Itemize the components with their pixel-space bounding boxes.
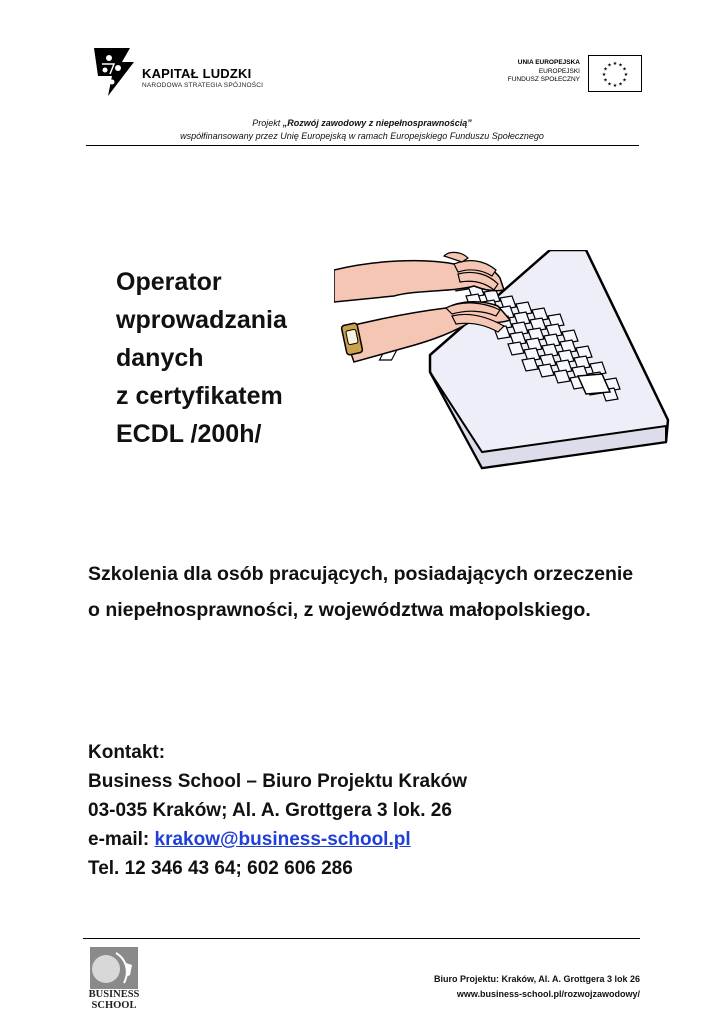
keyboard-typing-icon: [334, 250, 674, 475]
course-title: [116, 263, 336, 453]
footer-address: Biuro Projektu: Kraków, Al. A. Grottgera 3 lok 26: [433, 974, 640, 984]
svg-text:★: ★: [603, 66, 608, 73]
svg-text:★: ★: [623, 72, 629, 78]
business-school-logo: [86, 945, 142, 1013]
kapital-ludzki-emblem-icon: [92, 46, 136, 98]
contact-heading: Kontakt:: [88, 742, 166, 763]
bs-logo-line2: SCHOOL: [91, 1000, 137, 1011]
svg-text:★: ★: [622, 77, 627, 84]
contact-email-link[interactable]: krakow@business-school.pl: [154, 829, 411, 850]
svg-text:★: ★: [618, 62, 623, 69]
footer-info: [434, 972, 640, 1002]
svg-text:★: ★: [612, 83, 618, 89]
project-cofinance-line: współfinansowany przez Unię Europejską w ramach Europejskiego Funduszu Społecznego: [180, 131, 544, 141]
eu-logo-line2: EUROPEJSKI: [538, 67, 580, 75]
svg-text:★: ★: [607, 81, 612, 88]
keyboard-hands-illustration: [334, 250, 674, 475]
kapital-ludzki-name: KAPITAŁ LUDZKI: [142, 66, 252, 81]
target-audience-text: Szkolenia dla osób pracujących, posiadających orzeczenie o niepełnosprawności, z województwa małopolskiego.: [88, 563, 634, 621]
title-line-2: wprowadzania: [116, 306, 287, 334]
globe-icon: [86, 945, 142, 989]
svg-text:★: ★: [607, 62, 612, 69]
contact-organization: Business School – Biuro Projektu Kraków: [88, 771, 468, 792]
title-line-4: z certyfikatem: [116, 382, 283, 410]
bs-logo-line1: BUSINESS: [88, 989, 140, 1000]
business-school-logo-text: [86, 989, 142, 1011]
svg-text:★: ★: [612, 61, 618, 67]
title-line-5: ECDL /200h/: [116, 420, 262, 448]
project-name: „Rozwój zawodowy z niepełnosprawnością”: [282, 118, 472, 128]
eu-logo-line1: UNIA EUROPEJSKA: [517, 59, 580, 66]
project-statement: [0, 117, 724, 143]
contact-email-label: e-mail:: [88, 829, 155, 850]
footer-divider: [83, 938, 640, 939]
svg-text:★: ★: [601, 72, 607, 78]
svg-text:★: ★: [622, 66, 627, 73]
kapital-ludzki-logo: [92, 46, 272, 98]
contact-address: 03-035 Kraków; Al. A. Grottgera 3 lok. 26: [88, 800, 452, 821]
eu-flag-icon: [588, 55, 642, 92]
svg-text:★: ★: [603, 77, 608, 84]
title-line-1: Operator: [116, 268, 222, 296]
title-line-3: danych: [116, 344, 204, 372]
footer-url[interactable]: www.business-school.pl/rozwojzawodowy/: [456, 989, 640, 999]
kapital-ludzki-subtitle: NARODOWA STRATEGIA SPÓJNOŚCI: [142, 82, 264, 89]
contact-email-row: [88, 825, 648, 854]
contact-phone: Tel. 12 346 43 64; 602 606 286: [88, 858, 353, 879]
contact-block: [88, 738, 648, 883]
svg-text:★: ★: [618, 81, 623, 88]
eu-social-fund-logo: [500, 52, 642, 96]
header-divider: [86, 145, 639, 146]
eu-logo-text: [508, 59, 580, 85]
project-prefix: Projekt: [252, 118, 283, 128]
project-line: [0, 117, 724, 130]
eu-logo-line3: FUNDUSZ SPOŁECZNY: [507, 76, 580, 83]
